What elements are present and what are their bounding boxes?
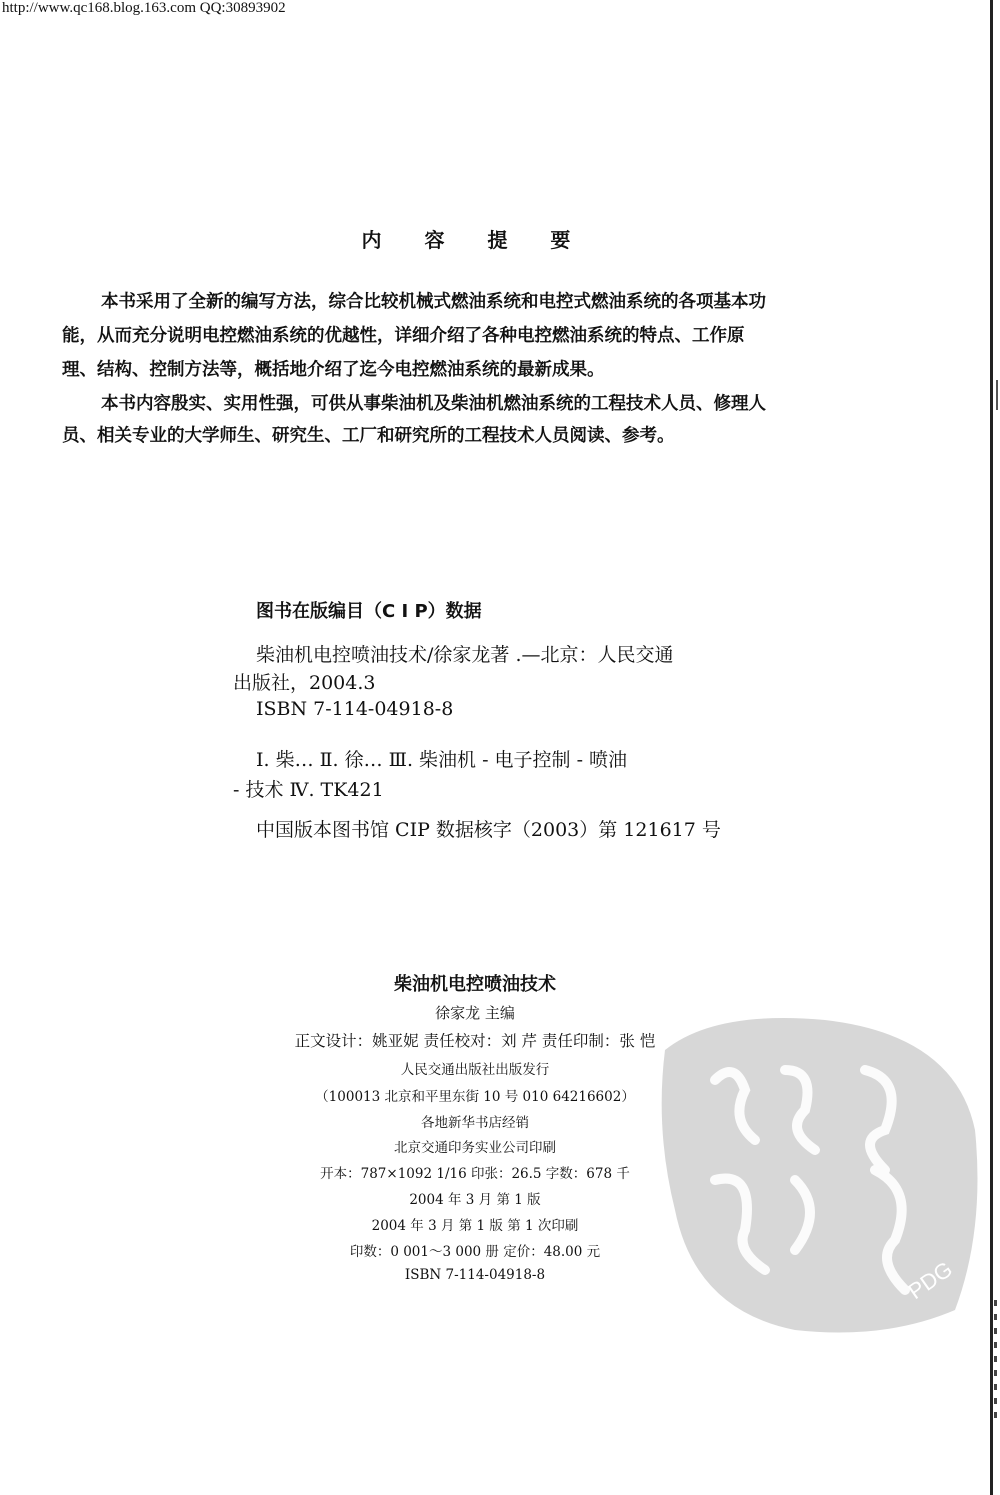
seal-text: PDG — [903, 1256, 957, 1305]
scan-mark — [996, 380, 998, 410]
summary-line: 员、相关专业的大学师生、研究生、工厂和研究所的工程技术人员阅读、参考。 — [62, 426, 675, 446]
colophon-publisher: 人民交通出版社出版发行 — [400, 1062, 550, 1078]
summary-line: 能，从而充分说明电控燃油系统的优越性，详细介绍了各种电控燃油系统的特点、工作原 — [62, 326, 745, 346]
header-url: http://www.qc168.blog.163.com QQ:30893902 — [2, 0, 286, 16]
colophon-title: 柴油机电控喷油技术 — [394, 974, 556, 995]
cip-line: Ⅰ. 柴… Ⅱ. 徐… Ⅲ. 柴油机 - 电子控制 - 喷油 — [256, 749, 628, 771]
cip-line: ISBN 7-114-04918-8 — [256, 698, 454, 720]
colophon-run: 印数：0 001～3 000 册 定价：48.00 元 — [349, 1244, 601, 1260]
colophon-editor: 徐家龙 主编 — [435, 1004, 515, 1022]
scan-mark — [994, 1300, 997, 1420]
colophon-address: （100013 北京和平里东街 10 号 010 64216602） — [315, 1089, 635, 1105]
summary-line: 本书内容殷实、实用性强，可供从事柴油机及柴油机燃油系统的工程技术人员、修理人 — [101, 394, 766, 414]
colophon-printer: 北京交通印务实业公司印刷 — [394, 1140, 556, 1156]
cip-line: 中国版本图书馆 CIP 数据核字（2003）第 121617 号 — [256, 819, 721, 841]
cip-line: 出版社，2004.3 — [233, 672, 376, 694]
colophon-format: 开本：787×1092 1/16 印张：26.5 字数：678 千 — [320, 1166, 630, 1182]
cip-line: - 技术 Ⅳ. TK421 — [233, 779, 384, 801]
seal-watermark — [655, 1010, 985, 1340]
summary-line: 本书采用了全新的编写方法，综合比较机械式燃油系统和电控式燃油系统的各项基本功 — [101, 292, 766, 312]
cip-heading: 图书在版编目（C I P）数据 — [256, 601, 482, 622]
colophon-staff: 正文设计：姚亚妮 责任校对：刘 芹 责任印制：张 恺 — [294, 1032, 656, 1050]
cip-line: 柴油机电控喷油技术/徐家龙著 .—北京：人民交通 — [256, 644, 674, 666]
colophon-distributor: 各地新华书店经销 — [421, 1115, 529, 1131]
colophon-edition: 2004 年 3 月 第 1 版 — [409, 1192, 541, 1208]
scan-edge — [990, 0, 993, 1495]
summary-line: 理、结构、控制方法等，概括地介绍了迄今电控燃油系统的最新成果。 — [62, 360, 605, 380]
summary-title: 内 容 提 要 — [361, 228, 589, 252]
colophon-printing: 2004 年 3 月 第 1 版 第 1 次印刷 — [371, 1218, 579, 1234]
colophon-isbn: ISBN 7-114-04918-8 — [404, 1267, 546, 1283]
